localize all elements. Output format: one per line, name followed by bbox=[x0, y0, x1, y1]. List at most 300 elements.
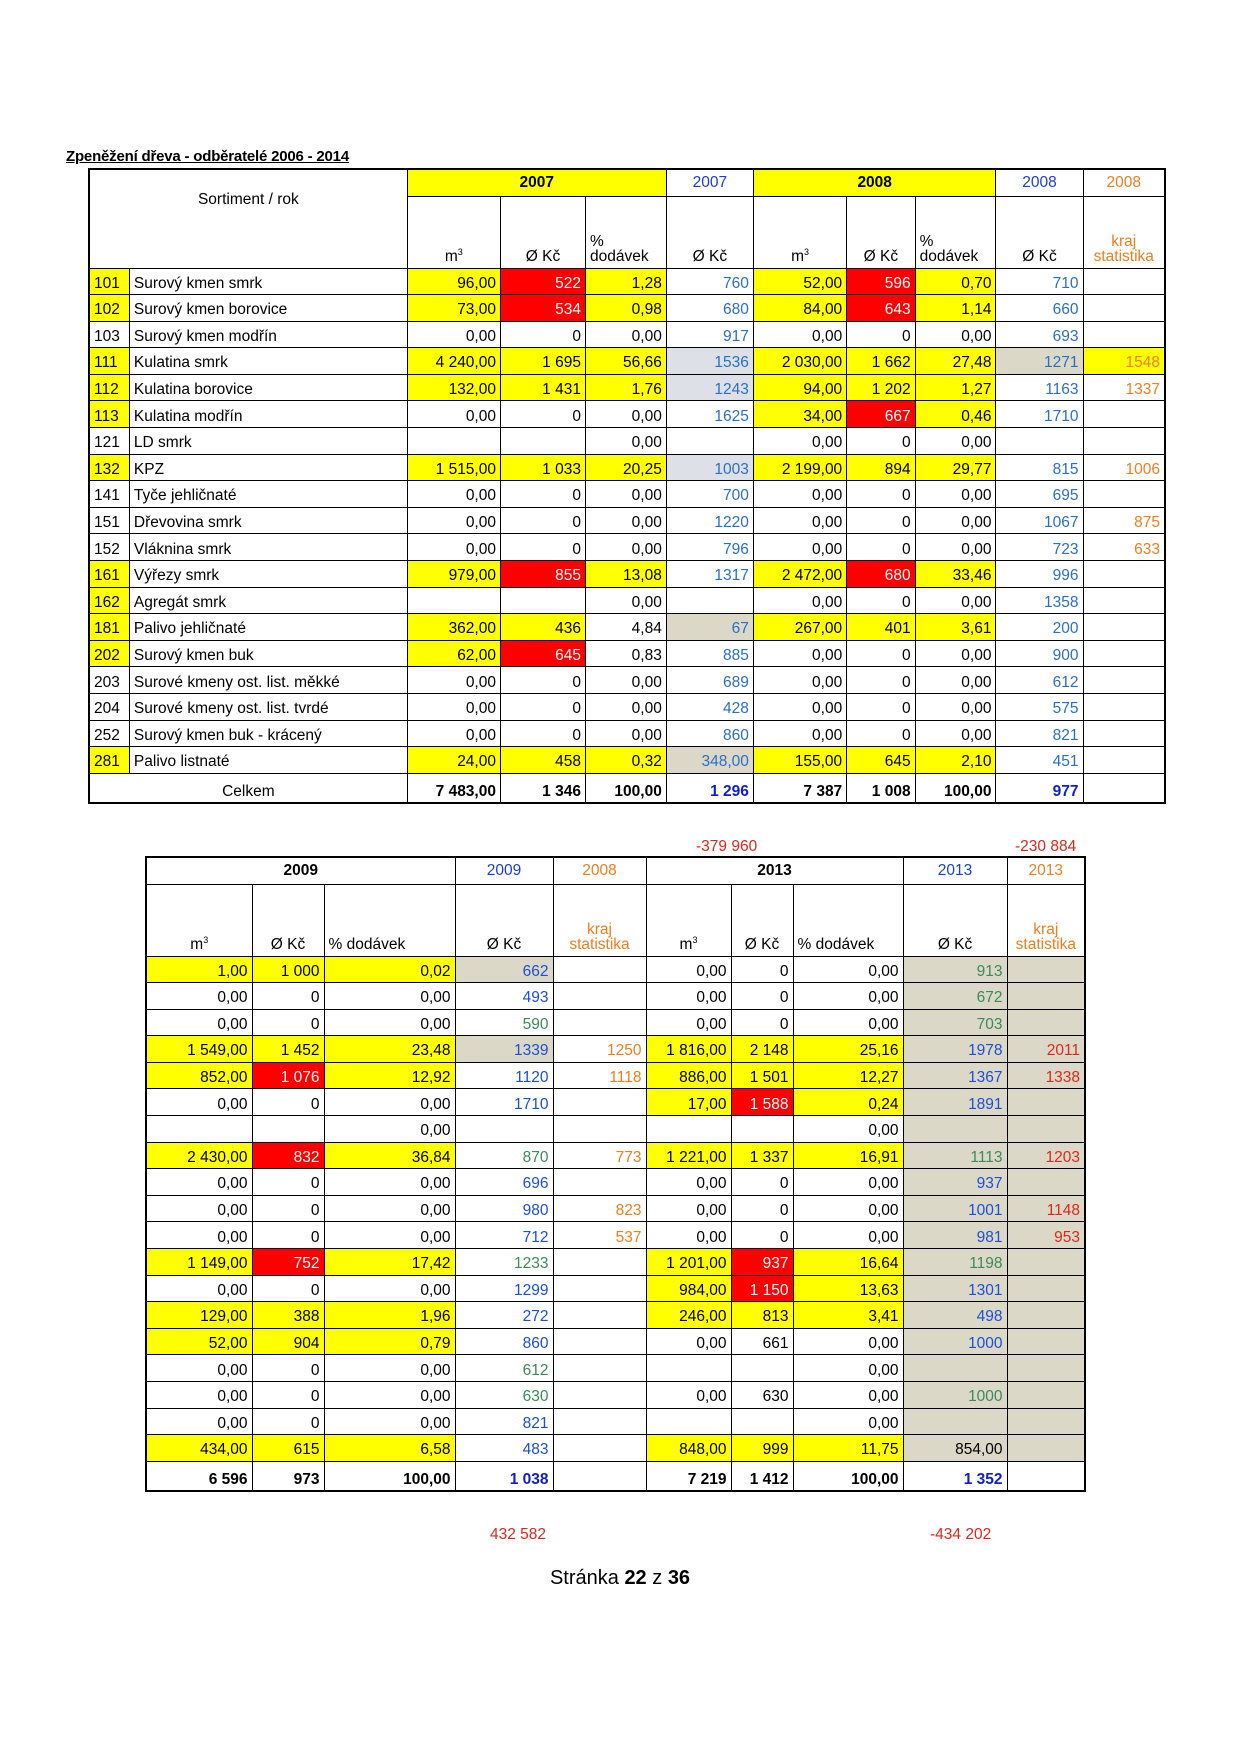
sortiment-code: 152 bbox=[89, 534, 129, 561]
table-cell: 860 bbox=[455, 1328, 553, 1355]
table-cell: 522 bbox=[500, 268, 585, 295]
table-cell: 700 bbox=[666, 481, 753, 508]
table-cell: 0 bbox=[500, 720, 585, 747]
table-cell: 710 bbox=[996, 268, 1083, 295]
sortiment-code: 121 bbox=[89, 428, 129, 455]
table-row bbox=[146, 1009, 1085, 1036]
sortiment-name: Vláknina smrk bbox=[129, 534, 407, 561]
table-cell: 848,00 bbox=[646, 1435, 731, 1462]
table-cell: 1 816,00 bbox=[646, 1036, 731, 1063]
table-cell bbox=[1083, 268, 1165, 295]
total-cell bbox=[553, 1461, 646, 1491]
table-row bbox=[146, 1382, 1085, 1409]
table-cell: 860 bbox=[666, 720, 753, 747]
table-cell: 937 bbox=[731, 1249, 793, 1276]
table-cell: 2011 bbox=[1007, 1036, 1085, 1063]
table-cell: 643 bbox=[847, 295, 915, 322]
table-cell: 1243 bbox=[666, 374, 753, 401]
table-cell: 1,28 bbox=[585, 268, 666, 295]
table-cell: 1358 bbox=[996, 587, 1083, 614]
table-cell: 1 221,00 bbox=[646, 1142, 731, 1169]
table-cell: 0 bbox=[252, 1408, 324, 1435]
table-cell: 23,48 bbox=[324, 1036, 455, 1063]
table-cell: 1233 bbox=[455, 1249, 553, 1276]
table-cell: 0 bbox=[847, 321, 915, 348]
avg-header: Ø Kč bbox=[847, 196, 915, 268]
table-cell: 0 bbox=[731, 1195, 793, 1222]
table-cell: 752 bbox=[252, 1249, 324, 1276]
table-cell bbox=[553, 1382, 646, 1409]
kraj-header: kraj statistika bbox=[553, 884, 646, 956]
table-cell: 29,77 bbox=[915, 454, 996, 481]
table-cell: 1220 bbox=[666, 507, 753, 534]
table-cell: 1 150 bbox=[731, 1275, 793, 1302]
table-row bbox=[89, 720, 1165, 747]
table-cell: 0,00 bbox=[915, 694, 996, 721]
table-cell bbox=[903, 1116, 1007, 1143]
table-cell: 0,00 bbox=[753, 587, 846, 614]
table-cell: 27,48 bbox=[915, 348, 996, 375]
sortiment-code: 204 bbox=[89, 694, 129, 721]
sortiment-code: 102 bbox=[89, 295, 129, 322]
table-cell: 1000 bbox=[903, 1328, 1007, 1355]
table-cell: 0,00 bbox=[793, 956, 903, 983]
table-cell: 428 bbox=[666, 694, 753, 721]
table-cell: 615 bbox=[252, 1435, 324, 1462]
table-cell: 1,00 bbox=[146, 956, 252, 983]
table-cell: 0,00 bbox=[324, 1116, 455, 1143]
table-cell: 0,00 bbox=[324, 1382, 455, 1409]
table-cell: 0 bbox=[847, 720, 915, 747]
table-cell bbox=[903, 1408, 1007, 1435]
table-cell: 1337 bbox=[1083, 374, 1165, 401]
table-cell bbox=[1007, 1408, 1085, 1435]
table-cell bbox=[1083, 401, 1165, 428]
year-header-2007: 2007 bbox=[407, 169, 666, 196]
table-cell: 0,00 bbox=[324, 1009, 455, 1036]
year-header-2008-kraj: 2008 bbox=[1083, 169, 1165, 196]
table-cell: 1118 bbox=[553, 1062, 646, 1089]
table-cell: 823 bbox=[553, 1195, 646, 1222]
table-cell bbox=[553, 1328, 646, 1355]
table-cell: 0 bbox=[847, 428, 915, 455]
table-cell bbox=[1007, 1116, 1085, 1143]
table-cell: 0,00 bbox=[646, 983, 731, 1010]
table-row bbox=[146, 1275, 1085, 1302]
table-cell: 0,00 bbox=[146, 1222, 252, 1249]
table-cell: 1299 bbox=[455, 1275, 553, 1302]
table-cell: 590 bbox=[455, 1009, 553, 1036]
table-cell: 0 bbox=[500, 507, 585, 534]
table-cell: 73,00 bbox=[407, 295, 500, 322]
table-cell: 0 bbox=[731, 1222, 793, 1249]
table-cell: 0,00 bbox=[585, 321, 666, 348]
table-cell: 0 bbox=[731, 956, 793, 983]
table-cell bbox=[646, 1355, 731, 1382]
sortiment-header: Sortiment / rok bbox=[89, 169, 407, 268]
table-cell: 0,00 bbox=[793, 1382, 903, 1409]
table-cell: 0,02 bbox=[324, 956, 455, 983]
table-cell: 0,00 bbox=[646, 1169, 731, 1196]
table-cell bbox=[1083, 667, 1165, 694]
table-cell bbox=[1007, 1382, 1085, 1409]
table-cell: 272 bbox=[455, 1302, 553, 1329]
sortiment-code: 103 bbox=[89, 321, 129, 348]
table-cell bbox=[1083, 694, 1165, 721]
table-cell: 24,00 bbox=[407, 747, 500, 774]
table-cell bbox=[553, 1009, 646, 1036]
table-cell: 1163 bbox=[996, 374, 1083, 401]
table-cell: 900 bbox=[996, 640, 1083, 667]
table-cell bbox=[1083, 640, 1165, 667]
total-row bbox=[146, 1461, 1085, 1491]
sortiment-name: Surový kmen buk bbox=[129, 640, 407, 667]
sortiment-name: Surový kmen smrk bbox=[129, 268, 407, 295]
total-label: Celkem bbox=[89, 773, 407, 803]
sortiment-code: 151 bbox=[89, 507, 129, 534]
table-cell: 1710 bbox=[996, 401, 1083, 428]
table-cell: 0 bbox=[847, 667, 915, 694]
table-cell: 723 bbox=[996, 534, 1083, 561]
table-row bbox=[146, 983, 1085, 1010]
table-cell: 0 bbox=[500, 481, 585, 508]
table-cell: 917 bbox=[666, 321, 753, 348]
kraj-header: kraj statistika bbox=[1083, 196, 1165, 268]
table-cell: 246,00 bbox=[646, 1302, 731, 1329]
total-cell: 1 412 bbox=[731, 1461, 793, 1491]
table-cell: 362,00 bbox=[407, 614, 500, 641]
sortiment-name: Tyče jehličnaté bbox=[129, 481, 407, 508]
sortiment-code: 181 bbox=[89, 614, 129, 641]
table-cell: 0,00 bbox=[324, 1408, 455, 1435]
table-cell: 388 bbox=[252, 1302, 324, 1329]
table-cell: 0,00 bbox=[324, 1275, 455, 1302]
table-cell: 0,00 bbox=[407, 507, 500, 534]
table-cell: 937 bbox=[903, 1169, 1007, 1196]
table-cell: 0 bbox=[500, 694, 585, 721]
table-row bbox=[146, 1195, 1085, 1222]
avg-header: Ø Kč bbox=[666, 196, 753, 268]
table-cell: 0,46 bbox=[915, 401, 996, 428]
table-cell: 1 515,00 bbox=[407, 454, 500, 481]
table-cell: 20,25 bbox=[585, 454, 666, 481]
table-cell: 630 bbox=[731, 1382, 793, 1409]
sortiment-code: 203 bbox=[89, 667, 129, 694]
table-cell: 1203 bbox=[1007, 1142, 1085, 1169]
table-cell: 3,61 bbox=[915, 614, 996, 641]
table-cell: 1978 bbox=[903, 1036, 1007, 1063]
table-cell: 0 bbox=[252, 1089, 324, 1116]
table-cell: 633 bbox=[1083, 534, 1165, 561]
sortiment-name: Kulatina borovice bbox=[129, 374, 407, 401]
table-cell: 84,00 bbox=[753, 295, 846, 322]
table-cell: 0,00 bbox=[793, 983, 903, 1010]
table-cell: 0 bbox=[847, 694, 915, 721]
table-cell: 0 bbox=[252, 1382, 324, 1409]
sortiment-code: 112 bbox=[89, 374, 129, 401]
table-cell: 1067 bbox=[996, 507, 1083, 534]
table-cell bbox=[553, 1275, 646, 1302]
table-cell: 0,98 bbox=[585, 295, 666, 322]
sortiment-code: 111 bbox=[89, 348, 129, 375]
table-cell: 0,00 bbox=[146, 1408, 252, 1435]
avg-header: Ø Kč bbox=[455, 884, 553, 956]
table-cell: 0,00 bbox=[146, 1382, 252, 1409]
table-2009-2013 bbox=[145, 856, 1086, 1492]
table-cell: 6,58 bbox=[324, 1435, 455, 1462]
table-cell: 984,00 bbox=[646, 1275, 731, 1302]
sortiment-name: KPZ bbox=[129, 454, 407, 481]
table-cell: 0,00 bbox=[585, 401, 666, 428]
table-cell: 0,00 bbox=[793, 1355, 903, 1382]
table-cell: 999 bbox=[731, 1435, 793, 1462]
table-cell: 0 bbox=[252, 1169, 324, 1196]
table-cell bbox=[553, 1116, 646, 1143]
table-cell: 0,00 bbox=[753, 428, 846, 455]
total-cell: 1 346 bbox=[500, 773, 585, 803]
sortiment-code: 101 bbox=[89, 268, 129, 295]
table-cell: 870 bbox=[455, 1142, 553, 1169]
table-cell: 0 bbox=[731, 1169, 793, 1196]
table-cell: 1301 bbox=[903, 1275, 1007, 1302]
table-cell: 680 bbox=[666, 295, 753, 322]
table-cell: 436 bbox=[500, 614, 585, 641]
table-cell: 1,27 bbox=[915, 374, 996, 401]
table-cell: 493 bbox=[455, 983, 553, 1010]
table-cell: 796 bbox=[666, 534, 753, 561]
table-cell: 662 bbox=[455, 956, 553, 983]
kraj-header: kraj statistika bbox=[1007, 884, 1085, 956]
table-cell bbox=[553, 983, 646, 1010]
table-cell: 612 bbox=[455, 1355, 553, 1382]
table-cell: 1367 bbox=[903, 1062, 1007, 1089]
table-cell: 0 bbox=[500, 667, 585, 694]
table-cell: 2,10 bbox=[915, 747, 996, 774]
table-cell bbox=[666, 587, 753, 614]
table-cell: 0,00 bbox=[324, 1195, 455, 1222]
table-cell: 1 076 bbox=[252, 1062, 324, 1089]
table-cell: 0,00 bbox=[753, 481, 846, 508]
table-cell: 132,00 bbox=[407, 374, 500, 401]
table-cell: 0,00 bbox=[146, 1169, 252, 1196]
table-row bbox=[89, 321, 1165, 348]
table-cell: 712 bbox=[455, 1222, 553, 1249]
total-cell: 100,00 bbox=[585, 773, 666, 803]
table-cell: 0,00 bbox=[585, 587, 666, 614]
total-cell: 6 596 bbox=[146, 1461, 252, 1491]
table-cell: 0,00 bbox=[915, 428, 996, 455]
table-cell: 645 bbox=[847, 747, 915, 774]
table-cell: 0 bbox=[252, 1009, 324, 1036]
note-2008: -230 884 bbox=[1015, 838, 1077, 855]
table-cell: 0,00 bbox=[793, 1009, 903, 1036]
table-row bbox=[146, 1249, 1085, 1276]
table-cell: 0,00 bbox=[324, 1222, 455, 1249]
table-cell bbox=[252, 1116, 324, 1143]
sortiment-name: Dřevovina smrk bbox=[129, 507, 407, 534]
table-cell: 0 bbox=[847, 481, 915, 508]
total-cell: 1 296 bbox=[666, 773, 753, 803]
table-cell: 0,00 bbox=[753, 507, 846, 534]
sortiment-name: Agregát smrk bbox=[129, 587, 407, 614]
table-cell: 695 bbox=[996, 481, 1083, 508]
table-cell: 0 bbox=[252, 1222, 324, 1249]
table-cell: 1 662 bbox=[847, 348, 915, 375]
table-cell: 0 bbox=[252, 1195, 324, 1222]
sortiment-code: 202 bbox=[89, 640, 129, 667]
total-cell bbox=[1083, 773, 1165, 803]
table-cell: 904 bbox=[252, 1328, 324, 1355]
table-cell: 0,00 bbox=[146, 1089, 252, 1116]
table-row bbox=[89, 534, 1165, 561]
sortiment-name: Palivo listnaté bbox=[129, 747, 407, 774]
table-cell: 0,00 bbox=[753, 694, 846, 721]
sortiment-name: Surové kmeny ost. list. tvrdé bbox=[129, 694, 407, 721]
table-cell: 0 bbox=[731, 1009, 793, 1036]
table-cell: 13,08 bbox=[585, 561, 666, 588]
page-title: Zpeněžení dřeva - odběratelé 2006 - 2014 bbox=[66, 148, 349, 165]
table-cell: 0,00 bbox=[146, 1355, 252, 1382]
table-row bbox=[146, 1089, 1085, 1116]
table-cell: 0,00 bbox=[915, 507, 996, 534]
table-cell bbox=[731, 1116, 793, 1143]
year-header-2013-kraj: 2013 bbox=[1007, 857, 1085, 884]
table-cell: 0,83 bbox=[585, 640, 666, 667]
table-cell: 1198 bbox=[903, 1249, 1007, 1276]
table-cell: 458 bbox=[500, 747, 585, 774]
table-row bbox=[89, 374, 1165, 401]
sortiment-code: 162 bbox=[89, 587, 129, 614]
table-cell: 0 bbox=[252, 1355, 324, 1382]
table-cell: 953 bbox=[1007, 1222, 1085, 1249]
table-cell: 815 bbox=[996, 454, 1083, 481]
table-cell: 1 588 bbox=[731, 1089, 793, 1116]
table-cell: 267,00 bbox=[753, 614, 846, 641]
table-cell: 1250 bbox=[553, 1036, 646, 1063]
table-cell: 680 bbox=[847, 561, 915, 588]
page-footer: Stránka 22 z 36 bbox=[549, 1567, 691, 1589]
table-cell: 660 bbox=[996, 295, 1083, 322]
table-cell bbox=[666, 428, 753, 455]
sortiment-name: Kulatina smrk bbox=[129, 348, 407, 375]
table-cell: 1271 bbox=[996, 348, 1083, 375]
table-cell: 498 bbox=[903, 1302, 1007, 1329]
table-cell bbox=[646, 1408, 731, 1435]
total-cell bbox=[1007, 1461, 1085, 1491]
table-cell: 534 bbox=[500, 295, 585, 322]
table-cell: 401 bbox=[847, 614, 915, 641]
table-cell: 575 bbox=[996, 694, 1083, 721]
table-cell: 832 bbox=[252, 1142, 324, 1169]
table-cell: 1339 bbox=[455, 1036, 553, 1063]
year-header-2009-avg: 2009 bbox=[455, 857, 553, 884]
table-cell: 1 033 bbox=[500, 454, 585, 481]
table-cell: 0,00 bbox=[146, 983, 252, 1010]
table-cell: 1113 bbox=[903, 1142, 1007, 1169]
table-cell bbox=[1083, 321, 1165, 348]
sortiment-code: 252 bbox=[89, 720, 129, 747]
table-cell: 875 bbox=[1083, 507, 1165, 534]
table-cell: 0 bbox=[252, 983, 324, 1010]
table-cell: 813 bbox=[731, 1302, 793, 1329]
total-cell: 100,00 bbox=[793, 1461, 903, 1491]
sortiment-name: LD smrk bbox=[129, 428, 407, 455]
table-cell: 0 bbox=[731, 983, 793, 1010]
table-cell bbox=[1007, 1275, 1085, 1302]
table-cell: 17,42 bbox=[324, 1249, 455, 1276]
table-cell: 33,46 bbox=[915, 561, 996, 588]
sortiment-name: Surové kmeny ost. list. měkké bbox=[129, 667, 407, 694]
table-cell: 821 bbox=[996, 720, 1083, 747]
table-cell: 2 148 bbox=[731, 1036, 793, 1063]
note-2013: -434 202 bbox=[930, 1526, 992, 1543]
table-cell: 56,66 bbox=[585, 348, 666, 375]
pct-header: % dodávek bbox=[915, 196, 996, 268]
table-cell bbox=[553, 956, 646, 983]
sortiment-name: Surový kmen modřín bbox=[129, 321, 407, 348]
sortiment-name: Výřezy smrk bbox=[129, 561, 407, 588]
table-2007-2008 bbox=[88, 168, 1166, 804]
table-cell: 16,64 bbox=[793, 1249, 903, 1276]
table-cell: 693 bbox=[996, 321, 1083, 348]
total-row bbox=[89, 773, 1165, 803]
table-cell: 1 695 bbox=[500, 348, 585, 375]
total-cell: 7 387 bbox=[753, 773, 846, 803]
table-cell: 0,00 bbox=[753, 640, 846, 667]
table-cell: 0,00 bbox=[646, 1382, 731, 1409]
table-cell: 16,91 bbox=[793, 1142, 903, 1169]
table-cell bbox=[1083, 561, 1165, 588]
table-cell: 0,00 bbox=[407, 481, 500, 508]
table-cell: 645 bbox=[500, 640, 585, 667]
year-header-2007-avg: 2007 bbox=[666, 169, 753, 196]
table-cell: 894 bbox=[847, 454, 915, 481]
table-cell: 62,00 bbox=[407, 640, 500, 667]
total-cell: 973 bbox=[252, 1461, 324, 1491]
table-cell bbox=[553, 1249, 646, 1276]
table-cell: 0,00 bbox=[646, 956, 731, 983]
table-cell: 0,00 bbox=[407, 321, 500, 348]
m3-header: $m^3$ bbox=[753, 196, 846, 268]
table-cell bbox=[553, 1302, 646, 1329]
table-cell bbox=[1007, 1435, 1085, 1462]
table-cell: 52,00 bbox=[753, 268, 846, 295]
total-cell: 1 008 bbox=[847, 773, 915, 803]
table-cell: 1317 bbox=[666, 561, 753, 588]
sortiment-name: Surový kmen buk - krácený bbox=[129, 720, 407, 747]
table-row bbox=[146, 1036, 1085, 1063]
table-row bbox=[89, 747, 1165, 774]
total-cell: 100,00 bbox=[324, 1461, 455, 1491]
table-row bbox=[146, 1302, 1085, 1329]
table-cell: 667 bbox=[847, 401, 915, 428]
table-row bbox=[146, 1408, 1085, 1435]
table-cell: 760 bbox=[666, 268, 753, 295]
table-cell: 1338 bbox=[1007, 1062, 1085, 1089]
table-cell: 1003 bbox=[666, 454, 753, 481]
table-cell: 703 bbox=[903, 1009, 1007, 1036]
table-cell: 0,00 bbox=[646, 1222, 731, 1249]
table-row bbox=[89, 295, 1165, 322]
sortiment-code: 141 bbox=[89, 481, 129, 508]
table-cell bbox=[1083, 720, 1165, 747]
table-cell: 3,41 bbox=[793, 1302, 903, 1329]
table-cell: 0 bbox=[847, 587, 915, 614]
table-cell: 129,00 bbox=[146, 1302, 252, 1329]
table-cell: 0,00 bbox=[646, 1328, 731, 1355]
table-cell: 821 bbox=[455, 1408, 553, 1435]
table-cell: 0,00 bbox=[585, 481, 666, 508]
